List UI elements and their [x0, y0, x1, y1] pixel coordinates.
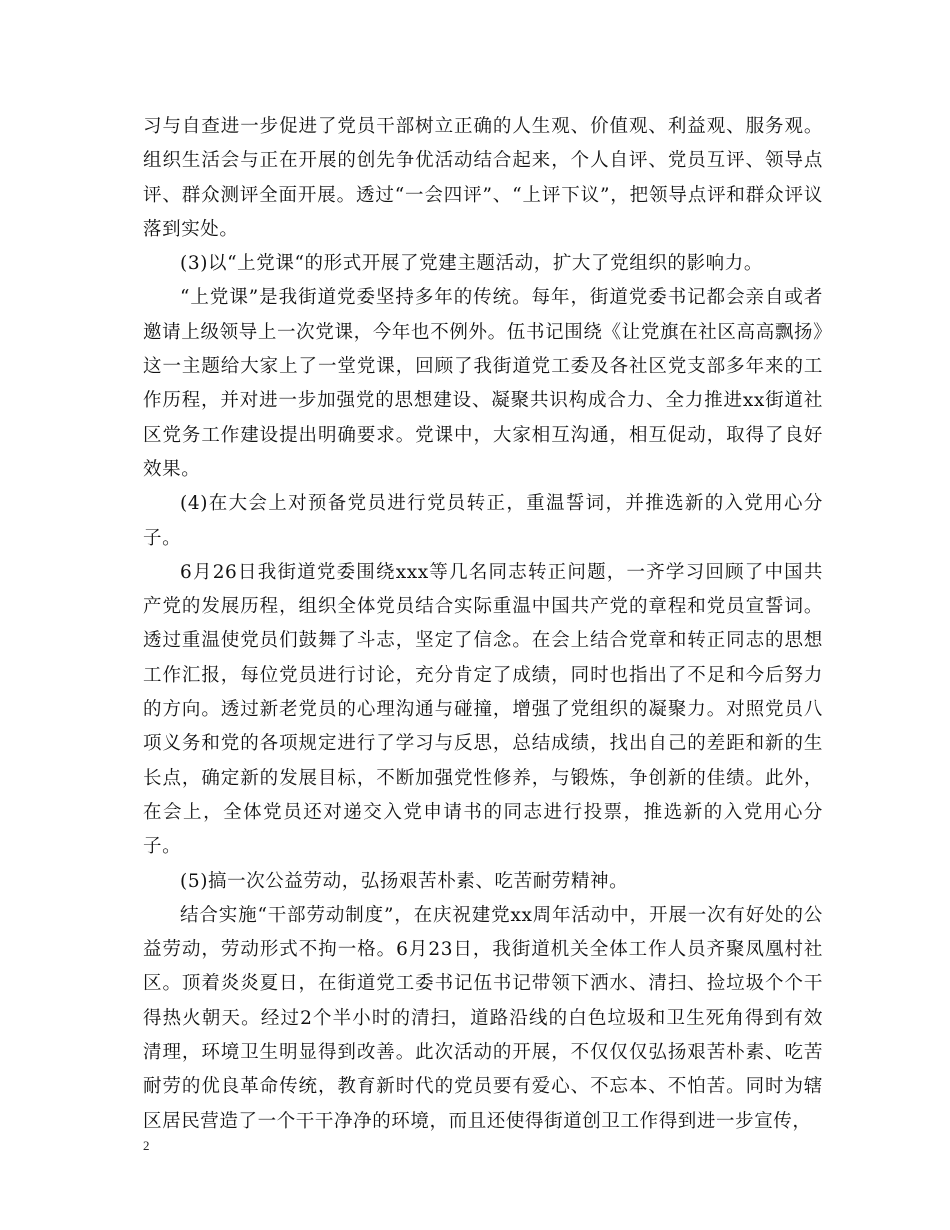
- paragraph-1: 习与自查进一步促进了党员干部树立正确的人生观、价值观、利益观、服务观。组织生活会与正在开展的创先争优活动结合起来，个人自评、党员互评、领导点评、群众测评全面开展。透过“一会四评”、“上评下议”，把领导点评和群众评议落到实处。: [143, 116, 823, 240]
- page-number: 2: [143, 1138, 150, 1153]
- paragraph-6-heading: (5)搞一次公益劳动，弘扬艰苦朴素、吃苦耐劳精神。: [180, 870, 629, 892]
- paragraph-5: 6月26日我街道党委围绕xxx等几名同志转正问题，一齐学习回顾了中国共产党的发展历程，组织全体党员结合实际重温中国共产党的章程和党员宣誓词。透过重温使党员们鼓舞了斗志，坚定了信念。在会上结合党章和转正同志的思想工作汇报，每位党员进行讨论，充分肯定了成绩，同时也指出了不足和今后努力的方向。透过新老党员的心理沟通与碰撞，增强了党组织的凝聚力。对照党员八项义务和党的各项规定进行了学习与反思，总结成绩，找出自己的差距和新的生长点，确定新的发展目标，不断加强党性修养，与锻炼，争创新的佳绩。此外，在会上，全体党员还对递交入党申请书的同志进行投票，推选新的入党用心分子。: [143, 561, 823, 858]
- paragraph-2-heading: (3)以“上党课“的形式开展了党建主题活动，扩大了党组织的影响力。: [180, 253, 763, 275]
- paragraph-4-heading: (4)在大会上对预备党员进行党员转正，重温誓词，并推选新的入党用心分子。: [143, 493, 823, 549]
- paragraph-3: “上党课”是我街道党委坚持多年的传统。每年，街道党委书记都会亲自或者邀请上级领导上一次党课，今年也不例外。伍书记围绕《让党旗在社区高高飘扬》这一主题给大家上了一堂党课，回顾了我街道党工委及各社区党支部多年来的工作历程，并对进一步加强党的思想建设、凝聚共识构成合力、全力推进xx街道社区党务工作建设提出明确要求。党课中，大家相互沟通，相互促动，取得了良好效果。: [143, 287, 823, 480]
- paragraph-7: 结合实施“干部劳动制度”，在庆祝建党xx周年活动中，开展一次有好处的公益劳动，劳动形式不拘一格。6月23日，我街道机关全体工作人员齐聚凤凰村社区。顶着炎炎夏日，在街道党工委书记伍书记带领下洒水、清扫、捡垃圾个个干得热火朝天。经过2个半小时的清扫，道路沿线的白色垃圾和卫生死角得到有效清理，环境卫生明显得到改善。此次活动的开展，不仅仅仅弘扬艰苦朴素、吃苦耐劳的优良革命传统，教育新时代的党员要有爱心、不忘本、不怕苦。同时为辖区居民营造了一个干干净净的环境，而且还使得街道创卫工作得到进一步宣传，: [143, 904, 823, 1132]
- document-body: [143, 110, 823, 1139]
